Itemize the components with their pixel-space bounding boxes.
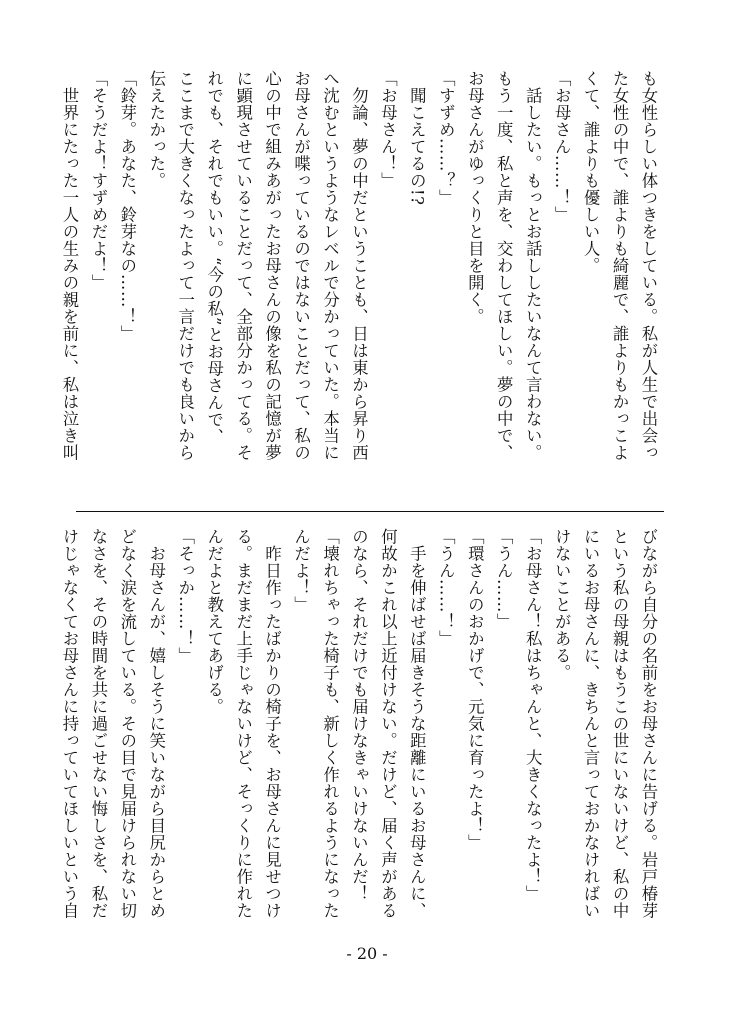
text-column: 「お母さん！私はちゃんと、大きくなったよ！」 [523, 528, 543, 902]
text-column: のなら、それだけでも届けなきゃいけないんだ！ [349, 528, 369, 902]
text-column: 勿論、夢の中だということも、日は東から昇り西 [349, 70, 369, 461]
text-column: んだよと教えてあげる。 [204, 528, 224, 715]
text-column: けじゃなくてお母さんに持っていてほしいという自 [59, 528, 79, 919]
text-column: た女性の中で、誰よりも綺麗で、誰よりもかっこよ [610, 70, 630, 461]
text-column: お母さんが喋っているのではないことだって、私の [291, 70, 311, 461]
text-column: 「そうだよ！すずめだよ！」 [88, 70, 108, 291]
text-column: 昨日作ったばかりの椅子を、お母さんに見せつけ [262, 528, 282, 919]
text-column: 伝えたかった。 [146, 70, 166, 189]
text-column: 心の中で組みあがったお母さんの像を私の記憶が夢 [262, 70, 282, 461]
text-column: に顕現させていることだって、全部分かってる。そ [233, 70, 253, 461]
text-column: 話したい。もっとお話ししたいなんて言わない。 [523, 70, 543, 461]
text-column: 「うん……」 [494, 528, 514, 630]
text-column: どなく涙を流している。その目で見届けられない切 [117, 528, 137, 919]
text-column: へ沈むというようなレベルで分かっていた。本当に [320, 70, 340, 461]
text-column: 「鈴芽。あなた、鈴芽なの……！」 [117, 70, 137, 342]
text-column: 手を伸ばせば届きそうな距離にいるお母さんに、 [407, 528, 427, 919]
text-column: けないことがある。 [552, 528, 572, 681]
text-column: お母さんが、嬉しそうに笑いながら目尻からとめ [146, 528, 166, 919]
text-column: 「そっか……！」 [175, 528, 195, 664]
upper-text-block [56, 70, 664, 500]
text-column: ここまで大きくなったよって一言だけでも良いから [175, 70, 195, 461]
text-column: 「うん……！」 [436, 528, 456, 647]
page-number: - 20 - [346, 944, 388, 963]
text-column: 「お母さん……！」 [552, 70, 572, 223]
text-column: んだよ！」 [291, 528, 311, 613]
lower-text-block [56, 528, 664, 958]
text-column: 「お母さん！」 [378, 70, 398, 189]
section-divider [76, 511, 664, 512]
text-column: 「壊れちゃった椅子も、新しく作れるようになった [320, 528, 340, 919]
text-column: という私の母親はもうこの世にいないけど、私の中 [610, 528, 630, 919]
text-column: にいるお母さんに、きちんと言っておかなければい [581, 528, 601, 919]
text-column: 何故かこれ以上近付けない。だけど、届く声がある [378, 528, 398, 919]
text-column: なさを、その時間を共に過ごせない悔しさを、私だ [88, 528, 108, 919]
text-column: れでも、それでもいい。“今の私”とお母さんで、 [204, 70, 224, 445]
text-column: お母さんがゆっくりと目を開く。 [465, 70, 485, 325]
text-column: もう一度、私と声を、交わしてほしい。夢の中で、 [494, 70, 514, 461]
text-column: 世界にたった一人の生みの親を前に、私は泣き叫 [59, 70, 79, 461]
text-column: も女性らしい体つきをしている。私が人生で出会っ [639, 70, 658, 461]
text-column: くて、誰よりも優しい人。 [581, 70, 601, 274]
text-column: 「環さんのおかげで、元気に育ったよ！」 [465, 528, 485, 851]
text-column: 「すずめ……？」 [436, 70, 456, 206]
text-column: る。まだまだ上手じゃないけど、そっくりに作れた [233, 528, 253, 919]
text-column: 聞こえてるの!? [407, 70, 427, 206]
text-column: びながら自分の名前をお母さんに告げる。岩戸椿芽 [639, 528, 658, 919]
